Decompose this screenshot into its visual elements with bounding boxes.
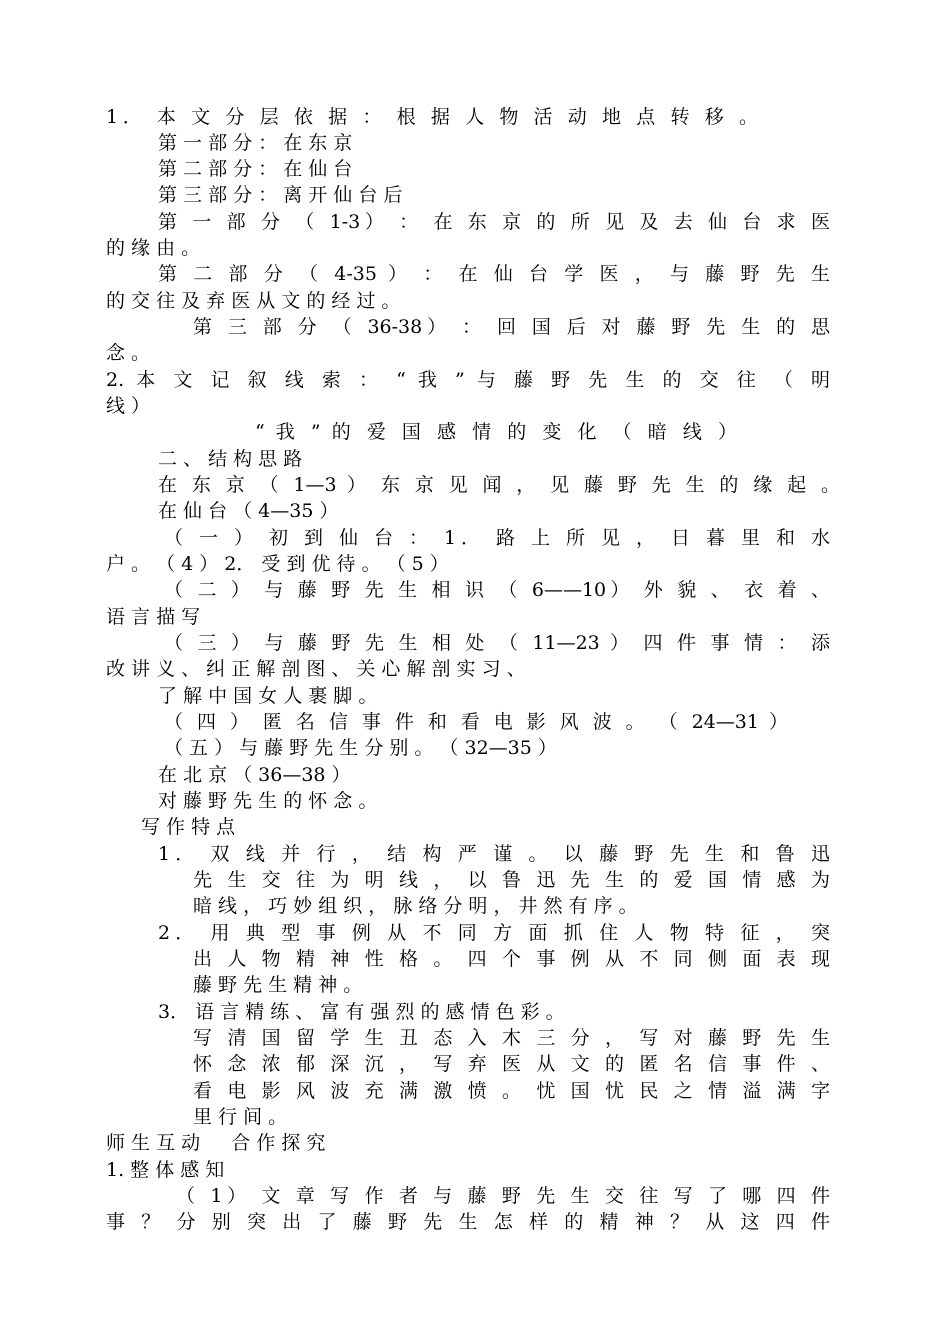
text-line-28: 写 作 特 点	[141, 816, 236, 838]
text-line-22: 改 讲 义 、 纠 正 解 剖 图 、 关 心 解 剖 实 习 、	[106, 658, 526, 680]
text-line-15: 在 东 京 （ 1—3 ） 东 京 见 闻 ， 见 藤 野 先 生 的 缘 起 。	[158, 474, 840, 496]
text-line-43: 事 ？ 分 别 突 出 了 藤 野 先 生 怎 样 的 精 神 ？ 从 这 四 件	[106, 1211, 830, 1233]
text-line-5: 第 一 部 分 （ 1-3） ： 在 东 京 的 所 见 及 去 仙 台 求 医	[158, 211, 830, 233]
text-line-37: 怀 念 浓 郁 深 沉 ， 写 弃 医 从 文 的 匿 名 信 事 件 、	[193, 1053, 830, 1075]
text-line-30: 先 生 交 往 为 明 线 ， 以 鲁 迅 先 生 的 爱 国 情 感 为	[193, 869, 830, 891]
text-line-33: 出 人 物 精 神 性 格 。 四 个 事 例 从 不 同 侧 面 表 现	[193, 948, 830, 970]
text-line-40: 师 生 互 动 合 作 探 究	[106, 1132, 326, 1154]
text-line-9: 第 三 部 分 （ 36-38） ： 回 国 后 对 藤 野 先 生 的 思	[193, 316, 830, 338]
text-line-38: 看 电 影 风 波 充 满 激 愤 。 忧 国 忧 民 之 情 溢 满 字	[193, 1080, 830, 1102]
text-line-35: 3． 语 言 精 练 、 富 有 强 烈 的 感 情 色 彩 。	[158, 1001, 565, 1023]
text-line-1: 1． 本 文 分 层 依 据 ： 根 据 人 物 活 动 地 点 转 移 。	[106, 106, 758, 128]
text-line-13: “ 我 ” 的 爱 国 感 情 的 变 化 （ 暗 线 ）	[255, 421, 737, 443]
text-line-10: 念 。	[106, 342, 151, 364]
text-line-2: 第 一 部 分 ： 在 东 京	[158, 132, 353, 154]
text-line-39: 里 行 间 。	[193, 1106, 288, 1128]
text-line-20: 语 言 描 写	[106, 606, 201, 628]
text-line-14: 二 、 结 构 思 路	[158, 448, 303, 470]
text-line-18: 户 。 （ 4 ） 2． 受 到 优 待 。 （ 5 ）	[106, 553, 449, 575]
text-line-32: 2． 用 典 型 事 例 从 不 同 方 面 抓 住 人 物 特 征 ， 突	[158, 922, 830, 944]
text-line-42: （ 1） 文 章 写 作 者 与 藤 野 先 生 交 往 写 了 哪 四 件	[176, 1185, 830, 1207]
text-line-26: 在 北 京 （ 36—38 ）	[158, 764, 351, 786]
text-line-11: 2. 本 文 记 叙 线 索 ： “ 我 ” 与 藤 野 先 生 的 交 往 （ 明	[106, 369, 830, 391]
text-line-8: 的 交 往 及 弃 医 从 文 的 经 过 。	[106, 290, 401, 312]
text-line-34: 藤 野 先 生 精 神 。	[193, 974, 363, 996]
text-line-19: （ 二 ） 与 藤 野 先 生 相 识 （ 6——10） 外 貌 、 衣 着 、	[164, 579, 830, 601]
text-line-6: 的 缘 由 。	[106, 237, 201, 259]
text-line-3: 第 二 部 分 ： 在 仙 台	[158, 158, 353, 180]
text-line-23: 了 解 中 国 女 人 裹 脚 。	[158, 685, 378, 707]
text-line-17: （ 一 ） 初 到 仙 台 ： 1． 路 上 所 见 ， 日 暮 里 和 水	[164, 527, 830, 549]
text-line-7: 第 二 部 分 （ 4-35 ） ： 在 仙 台 学 医 ， 与 藤 野 先 生	[158, 263, 830, 285]
text-line-16: 在 仙 台 （ 4—35 ）	[158, 500, 339, 522]
text-line-36: 写 清 国 留 学 生 丑 态 入 木 三 分 ， 写 对 藤 野 先 生	[193, 1027, 830, 1049]
text-line-31: 暗 线 ， 巧 妙 组 织 ， 脉 络 分 明 ， 井 然 有 序 。	[193, 895, 638, 917]
text-line-4: 第 三 部 分 ： 离 开 仙 台 后	[158, 184, 403, 206]
text-line-27: 对 藤 野 先 生 的 怀 念 。	[158, 790, 378, 812]
text-line-12: 线 ）	[106, 395, 151, 417]
text-line-21: （ 三 ） 与 藤 野 先 生 相 处 （ 11—23 ） 四 件 事 情 ： 添	[164, 632, 830, 654]
text-line-25: （ 五 ） 与 藤 野 先 生 分 别 。 （ 32—35 ）	[164, 737, 557, 759]
text-line-41: 1. 整 体 感 知	[106, 1159, 225, 1181]
text-line-24: （ 四 ） 匿 名 信 事 件 和 看 电 影 风 波 。 （ 24—31 ）	[164, 711, 788, 733]
text-line-29: 1． 双 线 并 行 ， 结 构 严 谨 。 以 藤 野 先 生 和 鲁 迅	[158, 843, 830, 865]
